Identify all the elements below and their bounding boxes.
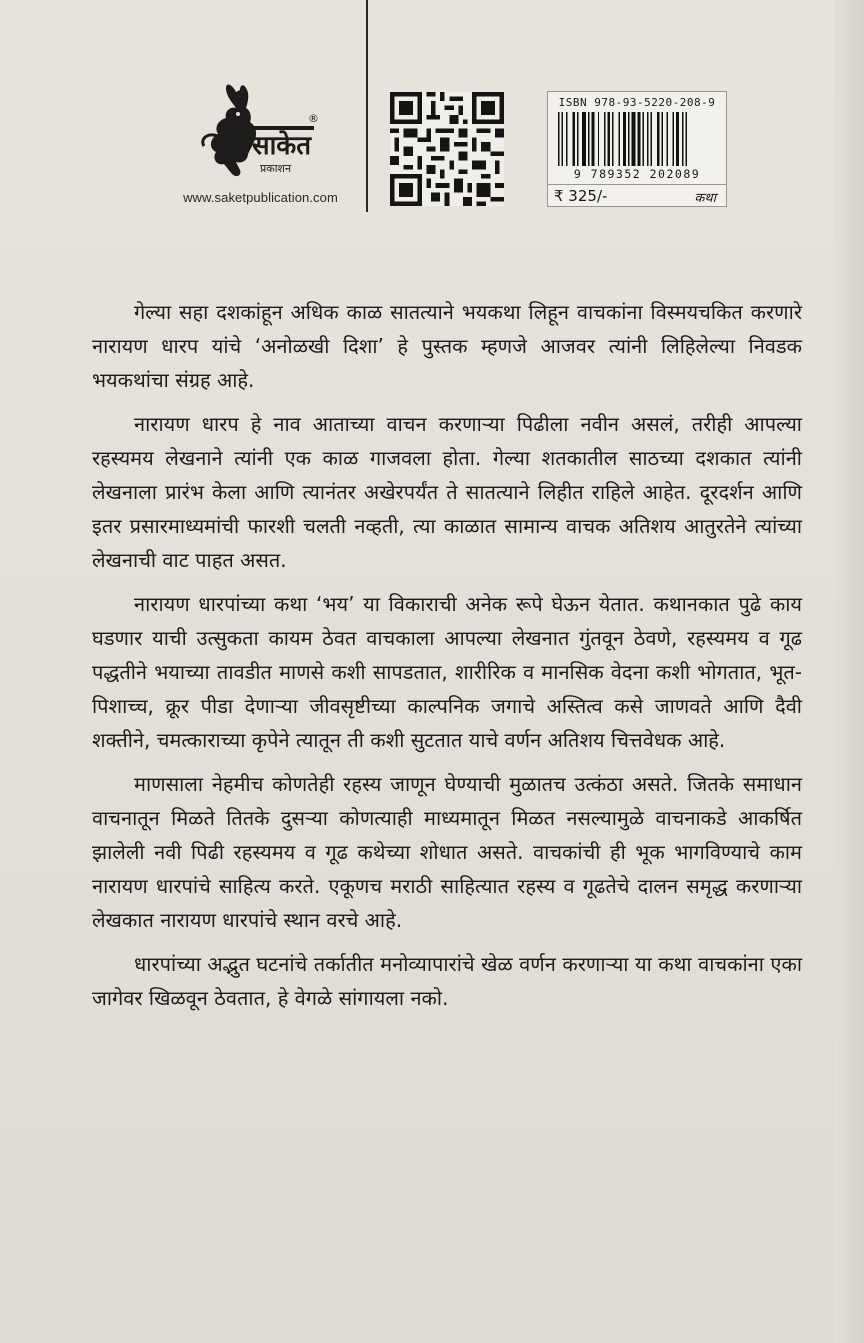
logo-subtext: प्रकाशन (260, 162, 292, 175)
header-divider (366, 0, 368, 212)
blurb-paragraph-1: गेल्या सहा दशकांहून अधिक काळ सातत्याने भयकथा लिहून वाचकांना विस्मयचकित करणारे नारायण धारप यांचे ‘अनोळखी दिशा’ हे पुस्तक म्हणजे आजवर त्यांनी लिहिलेल्या निवडक भयकथांचा संग्रह आहे. (92, 300, 802, 392)
blurb-paragraph-4: माणसाला नेहमीच कोणतेही रहस्य जाणून घेण्याची मुळातच उत्कंठा असते. जितके समाधान वाचनातून मिळते तितके दुसऱ्या कोणत्याही माध्यमातून मिळत नसल्यामुळे वाचनाकडे आकर्षित झालेली नवी पिढी रहस्यमय व गूढ कथेच्या शोधात असते. वाचकांची ही भूक भागविण्याचे काम नारायण धारपांचे साहित्य करते. एकूणच मराठी साहित्यात रहस्य व गूढतेचे दालन समृद्ध करणाऱ्या लेखकात नारायण धारपांचे स्थान वरचे आहे. (92, 772, 802, 932)
blurb-text (92, 295, 802, 1025)
publisher-logo-block (168, 82, 353, 212)
qr-code-icon[interactable] (390, 92, 504, 206)
barcode-divider (548, 184, 726, 185)
genre-label: कथा (694, 191, 716, 206)
registered-mark: ® (308, 112, 319, 125)
logo-wordmark: साकेत (252, 131, 312, 161)
isbn-label: ISBN 978-93-5220-208-9 (558, 96, 716, 109)
price-label: ₹ 325/- (554, 187, 608, 205)
barcode-icon (558, 112, 716, 166)
barcode-number: 9 789352 202089 (573, 167, 701, 181)
blurb-paragraph-2: नारायण धारप हे नाव आताच्या वाचन करणाऱ्या पिढीला नवीन असलं, तरीही आपल्या रहस्यमय लेखनाने त्यांनी एक काळ गाजवला होता. गेल्या शतकातील साठच्या दशकात त्यांनी लेखनाला प्रारंभ केला आणि त्यानंतर अखेरपर्यंत ते सातत्याने लिहीत राहिले आहेत. दूरदर्शन आणि इतर प्रसारमाध्यमांची फारशी चलती नव्हती, त्या काळात सामान्य वाचक अतिशय आतुरतेने त्यांच्या लेखनाची वाट पाहत असत. (92, 412, 802, 572)
cover-edge (834, 0, 864, 1343)
publisher-website[interactable]: www.saketpublication.com (183, 190, 338, 205)
blurb-paragraph-5: धारपांच्या अद्भुत घटनांचे तर्कातीत मनोव्यापारांचे खेळ वर्णन करणाऱ्या या कथा वाचकांना एका जागेवर खिळवून ठेवतात, हे वेगळे सांगायला नको. (92, 952, 802, 1010)
rabbit-logo-icon (196, 82, 324, 182)
blurb-paragraph-3: नारायण धारपांच्या कथा ‘भय’ या विकाराची अनेक रूपे घेऊन येतात. कथानकात पुढे काय घडणार याची उत्सुकता कायम ठेवत वाचकाला आपल्या लेखनात गुंतवून ठेवणे, रहस्यमय व गूढ पद्धतीने भयाच्या तावडीत माणसे कशी सापडतात, शारीरिक व मानसिक वेदना कशी भोगतात, भूत-पिशाच्च, क्रूर पीडा देणाऱ्या जीवसृष्टीच्या काल्पनिक जगाचे अस्तित्व कसे जाणवते आणि दैवी शक्तीने, चमत्काराच्या कृपेने त्यातून ती कशी सुटतात याचे वर्णन अतिशय चित्तवेधक आहे. (92, 592, 802, 752)
isbn-barcode-box (547, 91, 727, 207)
